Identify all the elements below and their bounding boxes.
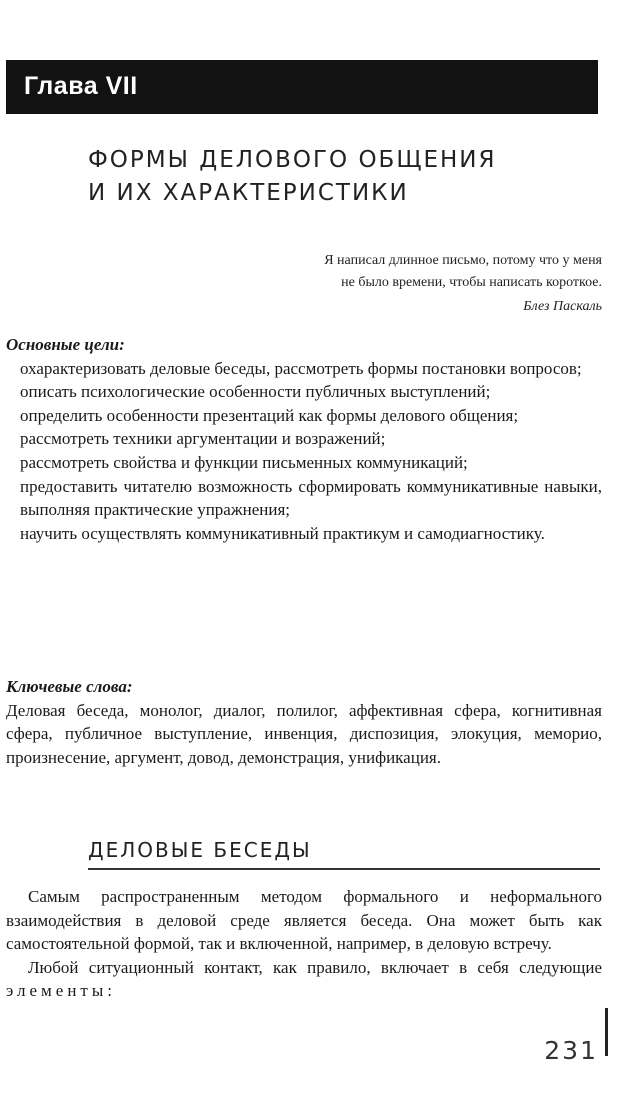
chapter-title (88, 144, 497, 210)
goal-item-5: рассмотреть свойства и функции письменных коммуникаций; (20, 452, 468, 472)
goal-item-1: охарактеризовать деловые беседы, рассмотреть формы постановки вопросов; (20, 358, 582, 378)
body-paragraph-2 (6, 956, 602, 1003)
epigraph-line-1: Я написал длинное письмо, потому что у меня (324, 253, 602, 268)
keywords-heading: Ключевые слова: (6, 677, 133, 696)
chapter-title-line-2: И ИХ ХАРАКТЕРИСТИКИ (88, 180, 409, 206)
section-title: ДЕЛОВЫЕ БЕСЕДЫ (88, 838, 312, 862)
section-rule (88, 868, 600, 870)
epigraph-line-2: не было времени, чтобы написать короткое. (341, 275, 602, 290)
body-paragraph-1: Самым распространенным методом формального и неформального взаимодействия в деловой среде является беседа. Она может быть как самостоятельной формой, так и включенной, например, в деловую встречу. (6, 887, 602, 953)
goal-item-2: описать психологические особенности публичных выступлений; (20, 382, 491, 402)
margin-mark (605, 1008, 608, 1056)
goals-section (6, 333, 602, 545)
keywords-section (6, 675, 602, 769)
chapter-header-bar (6, 60, 598, 114)
epigraph-author: Блез Паскаль (523, 299, 602, 314)
epigraph (182, 250, 602, 318)
goals-heading: Основные цели: (6, 335, 125, 354)
page-number: 231 (544, 1036, 598, 1065)
chapter-label: Глава VII (24, 72, 138, 100)
goal-item-6: предоставить читателю возможность сформировать коммуникативные навыки, выполняя практические упражнения; (20, 476, 602, 520)
body-paragraph-2-end: : (107, 981, 113, 1000)
body-paragraph-2-start: Любой ситуационный контакт, как правило, включает в себя следующие (28, 957, 602, 977)
goal-item-3: определить особенности презентаций как формы делового общения; (20, 405, 519, 425)
goals-list (6, 357, 602, 546)
goal-item-7: научить осуществлять коммуникативный практикум и самодиагностику. (20, 523, 545, 543)
keywords-text: Деловая беседа, монолог, диалог, полилог, аффективная сфера, когнитивная сфера, публичное выступление, инвенция, диспозиция, элокуция, меморио, произнесение, аргумент, довод, демонстрация, унификация. (6, 700, 602, 767)
chapter-title-line-1: ФОРМЫ ДЕЛОВОГО ОБЩЕНИЯ (88, 147, 497, 173)
goal-item-4: рассмотреть техники аргументации и возражений; (20, 429, 386, 449)
section-body (6, 885, 602, 1003)
body-paragraph-2-spaced-word: элементы (6, 981, 108, 1000)
